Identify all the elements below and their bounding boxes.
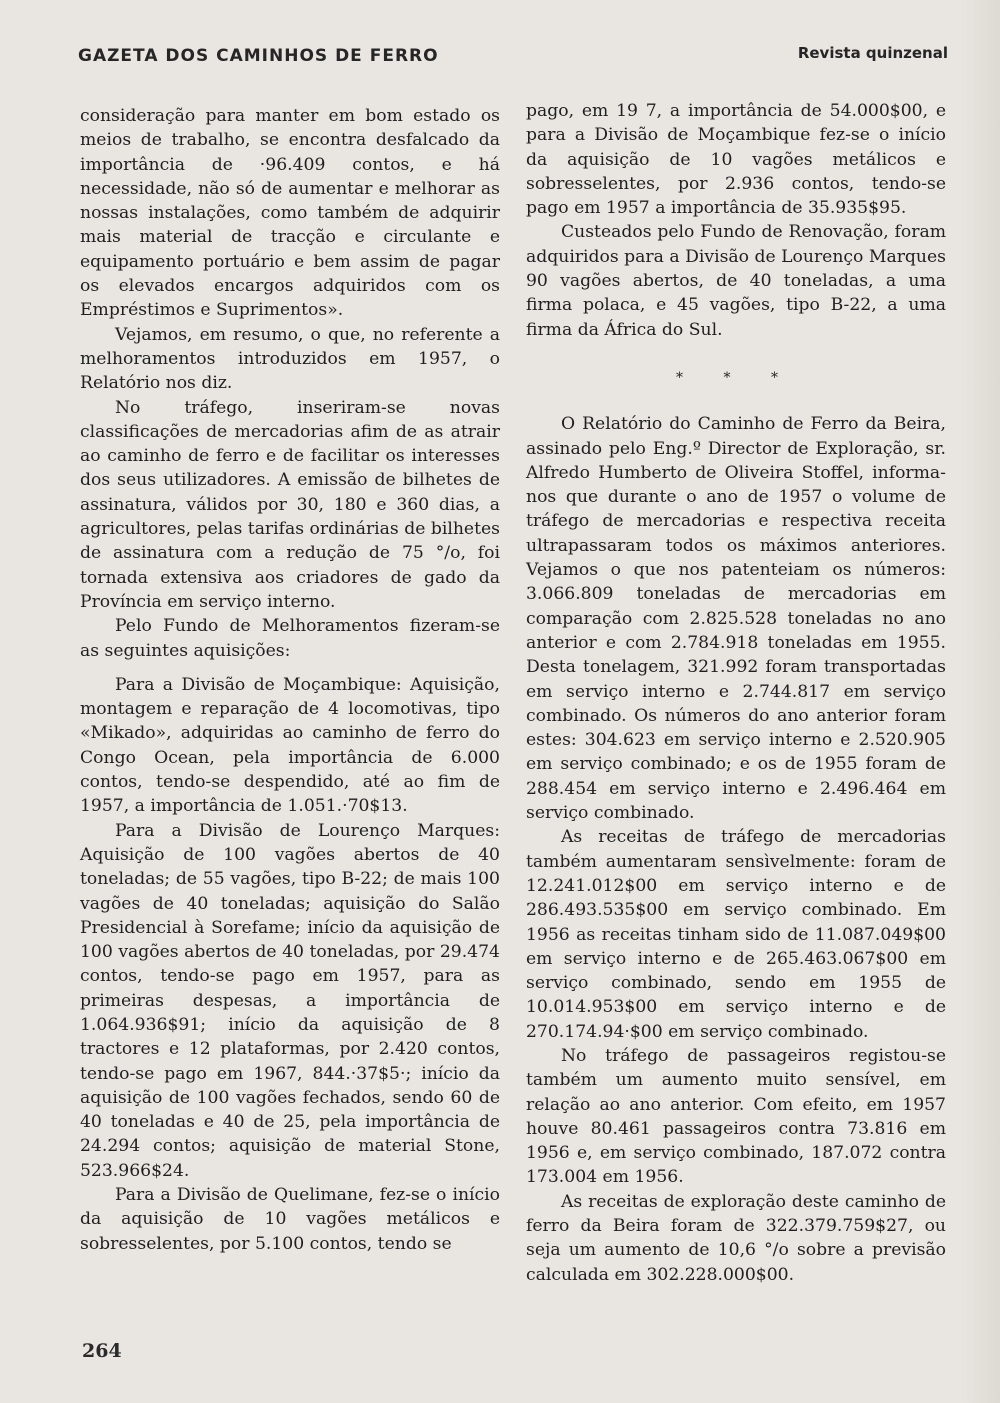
running-header-subtitle: Revista quinzenal <box>797 44 948 62</box>
paragraph: No tráfego, inseriram-se novas classificações de mercadorias afim de as atrair ao caminho de ferro e de facilitar os interesses dos seus utilizadores. A emissão de bilhetes de assinatura, válidos por 30, 180 e 360 dias, a agricultores, pelas tarifas ordinárias de bilhetes de assinatura com a redução de 75 °/o, foi tornada extensiva aos criadores de gado da Província em serviço interno. <box>80 397 500 612</box>
paragraph: Para a Divisão de Quelimane, fez-se o início da aquisição de 10 vagões metálicos e sobresselentes, por 5.100 contos, tendo se <box>80 1185 500 1254</box>
paragraph: No tráfego de passageiros registou-se também um aumento muito sensível, em relação ao ano anterior. Com efeito, em 1957 houve 80.461 passageiros contra 73.816 em 1956 e, em serviço combinado, 187.072 contra 173.004 em 1956. <box>526 1045 946 1188</box>
paragraph: As receitas de exploração deste caminho de ferro da Beira foram de 322.379.759$27, ou seja um aumento de 10,6 °/o sobre a previsão calculada em 302.228.000$00. <box>526 1191 946 1285</box>
paragraph: Para a Divisão de Moçambique: Aquisição, montagem e reparação de 4 locomotivas, tipo «Mikado», adquiridas ao caminho de ferro do Congo Ocean, pela importância de 6.000 contos, tendo-se despendido, até ao fim de 1957, a importância de 1.051.·70$13. <box>80 674 500 817</box>
paragraph: Vejamos, em resumo, o que, no referente a melhoramentos introduzidos em 1957, o Relatório nos diz. <box>80 324 500 394</box>
paragraph: Pelo Fundo de Melhoramentos fizeram-se as seguintes aquisições: <box>80 616 500 661</box>
paragraph: pago, em 19 7, a importância de 54.000$00, e para a Divisão de Moçambique fez-se o início da aquisição de 10 vagões metálicos e sobresselentes, por 2.936 contos, tendo-se pago em 1957 a importância de 35.935$95. <box>526 101 946 219</box>
running-header-title: GAZETA DOS CAMINHOS DE FERRO <box>78 46 439 66</box>
right-column <box>526 99 946 1287</box>
paragraph: consideração para manter em bom estado os meios de trabalho, se encontra desfalcado da importância de ·96.409 contos, e há necessidade, não só de aumentar e melhorar as nossas instalações, como também de adquirir mais material de tracção e circulante e equipamento portuário e bem assim de pagar os elevados encargos adquiridos com os Empréstimos e Suprimentos». <box>80 106 500 321</box>
left-column <box>80 104 500 1256</box>
section-separator: * * * <box>676 369 796 386</box>
paragraph: Custeados pelo Fundo de Renovação, foram adquiridos para a Divisão de Lourenço Marques 90 vagões abertos, de 40 toneladas, a uma firma polaca, e 45 vagões, tipo B-22, a uma firma da África do Sul. <box>526 222 946 340</box>
paragraph: Para a Divisão de Lourenço Marques: Aquisição de 100 vagões abertos de 40 toneladas; de 55 vagões, tipo B-22; de mais 100 vagões de 40 toneladas; aquisição do Salão Presidencial à Sorefame; início da aquisição de 100 vagões abertos de 40 toneladas, por 29.474 contos, tendo-se pago em 1957, para as primeiras despesas, a importância de 1.064.936$91; início da aquisição de 8 tractores e 12 plataformas, por 2.420 contos, tendo-se pago em 1967, 844.·37$5·; início da aquisição de 100 vagões fechados, sendo 60 de 40 toneladas e 40 de 25, pela importância de 24.294 contos; aquisição de material Stone, 523.966$24. <box>80 820 500 1181</box>
page-edge-shadow <box>960 0 1000 1403</box>
paragraph: O Relatório do Caminho de Ferro da Beira, assinado pelo Eng.º Director de Exploração, sr. Alfredo Humberto de Oliveira Stoffel, informa-nos que durante o ano de 1957 o volume de tráfego de mercadorias e respectiva receita ultrapassaram todos os máximos anteriores. Vejamos o que nos patenteiam os números: 3.066.809 toneladas de mercadorias em comparação com 2.825.528 toneladas no ano anterior e com 2.784.918 toneladas em 1955. Desta tonelagem, 321.992 foram transportadas em serviço interno e 2.744.817 em serviço combinado. Os números do ano anterior foram estes: 304.623 em serviço interno e 2.520.905 em serviço combinado; e os de 1955 foram de 288.454 em serviço interno e 2.496.464 em serviço combinado. <box>526 414 946 824</box>
paragraph: As receitas de tráfego de mercadorias também aumentaram sensìvelmente: foram de 12.241.012$00 em serviço interno e de 286.493.535$00 em serviço combinado. Em 1956 as receitas tinham sido de 11.087.049$00 em serviço interno e de 265.463.067$00 em serviço combinado, sendo em 1955 de 10.014.953$00 em serviço interno e de 270.174.94·$00 em serviço combinado. <box>526 827 946 1042</box>
page-number: 264 <box>82 1340 122 1362</box>
